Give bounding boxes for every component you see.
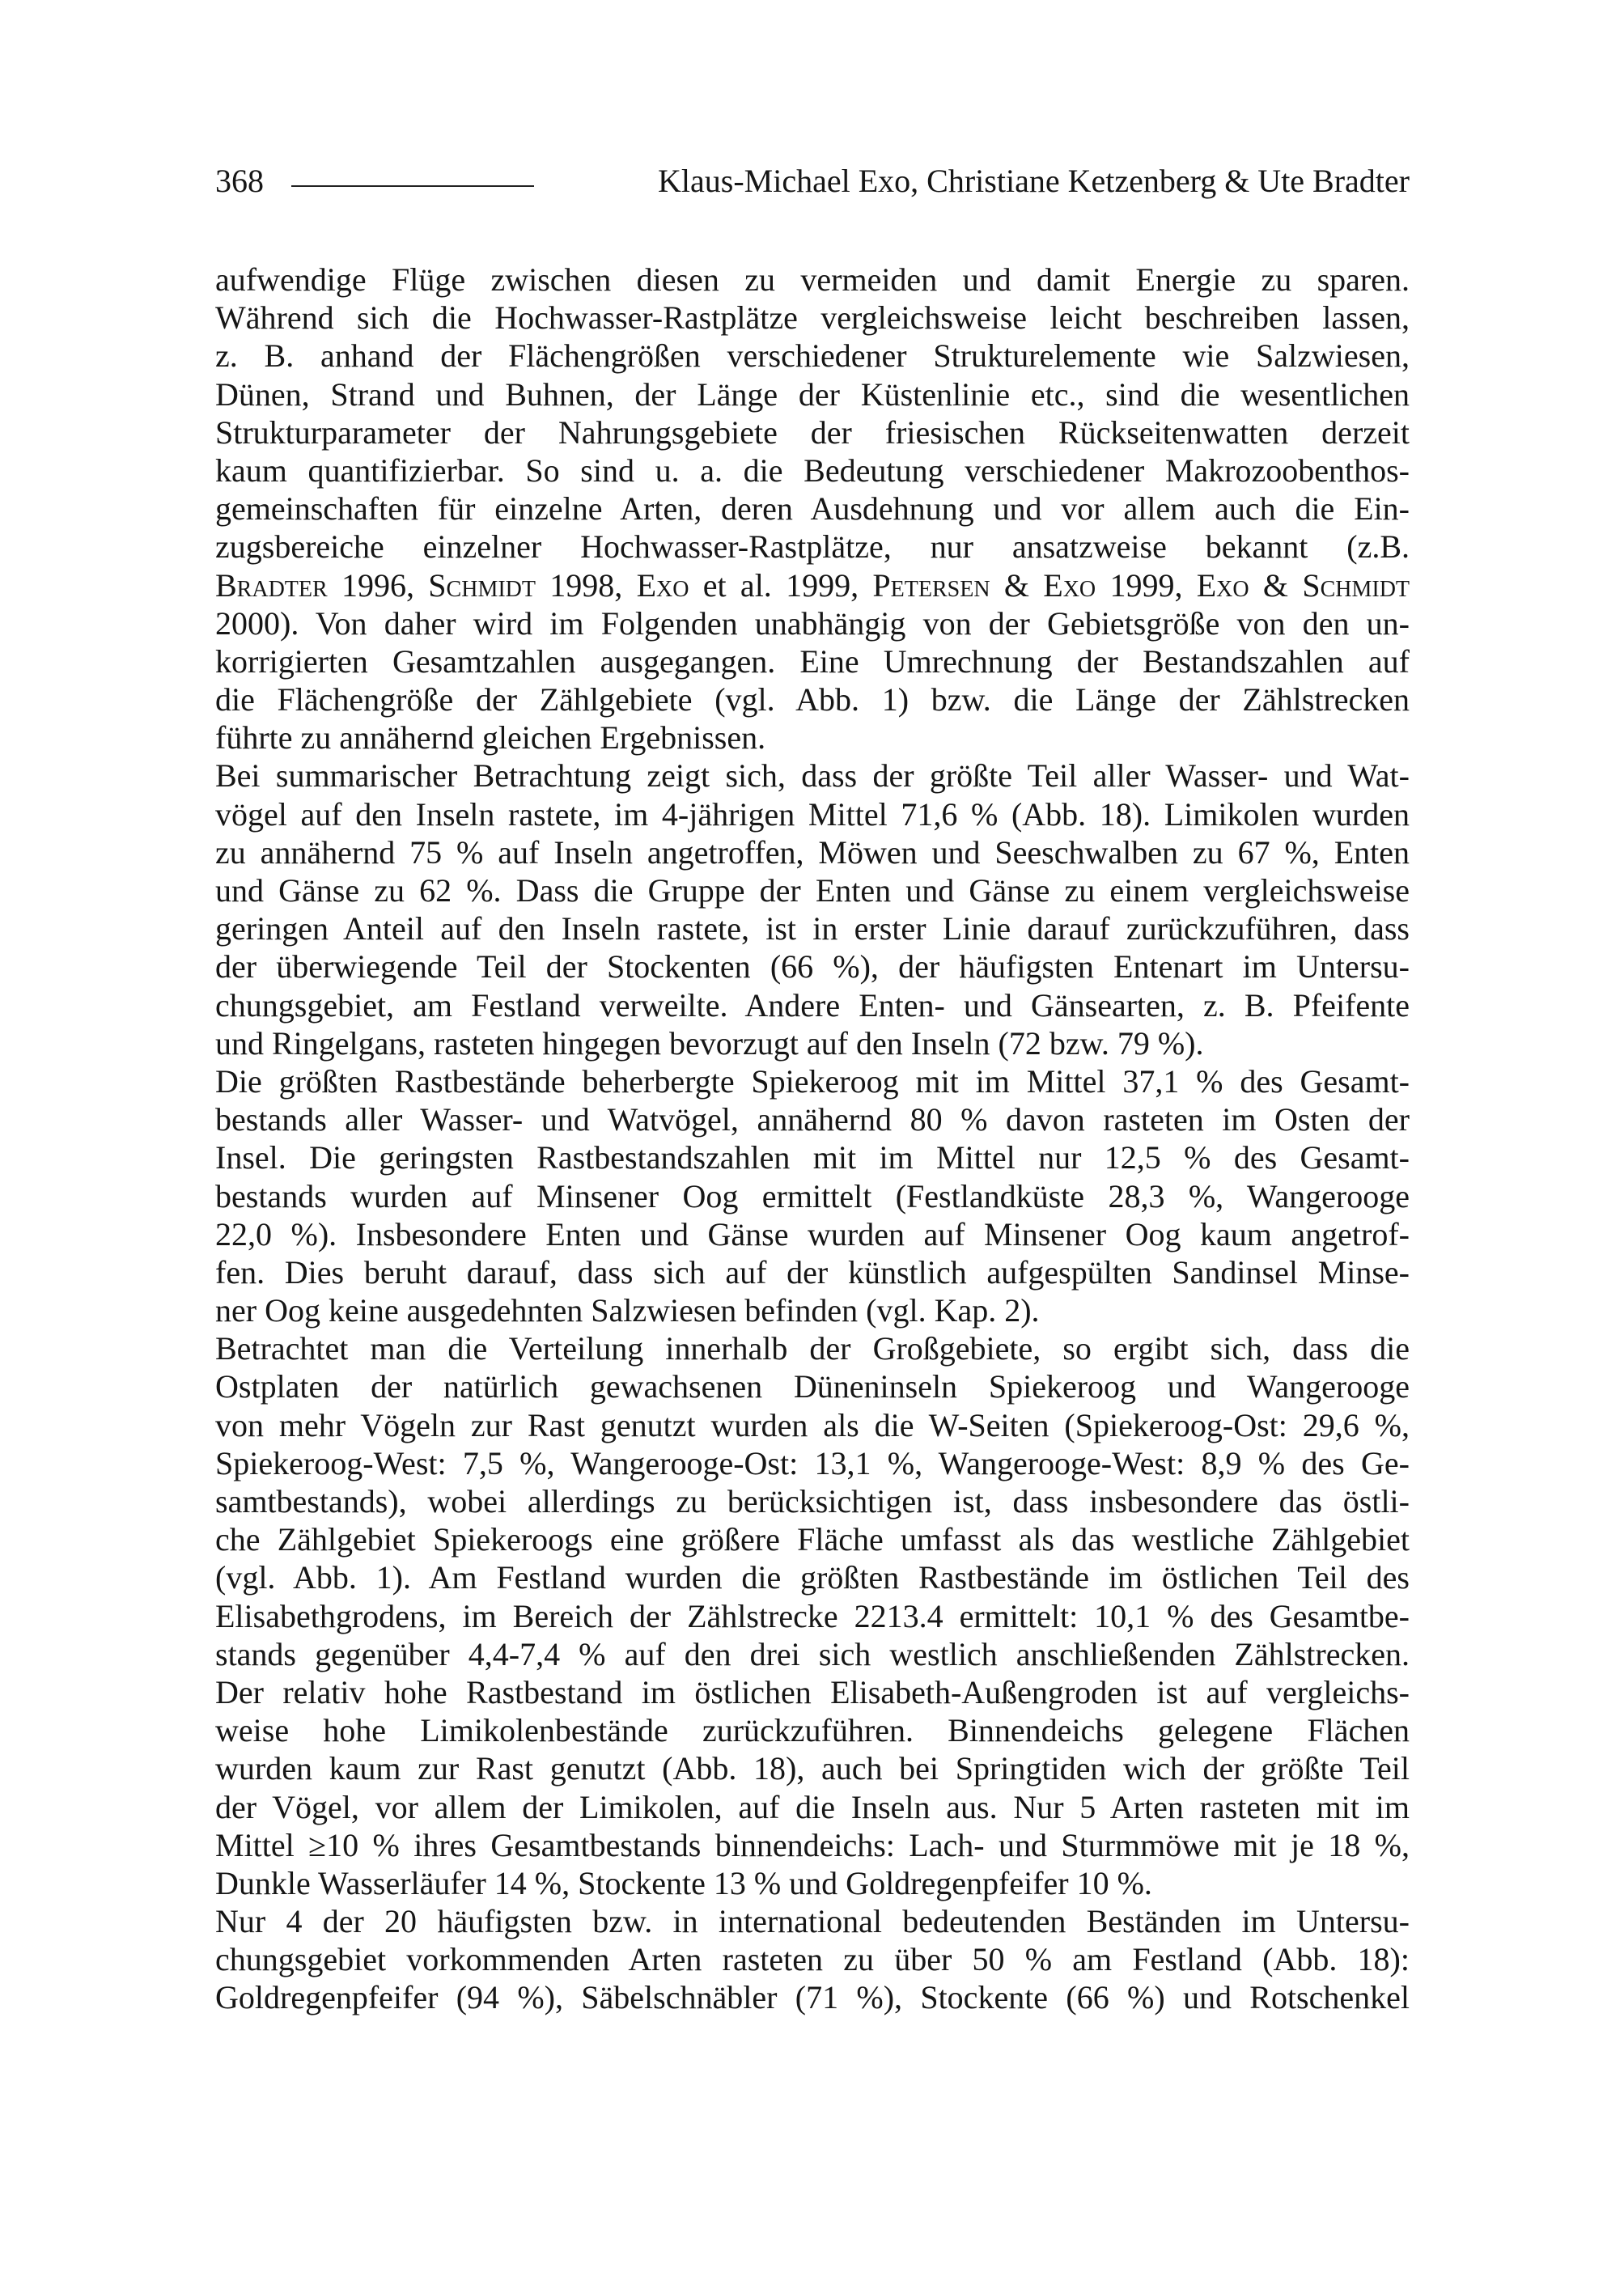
author-name: Petersen xyxy=(872,566,990,604)
citation-line xyxy=(215,566,1410,604)
text-line: Während sich die Hochwasser-Rastplätze vergleichsweise leicht beschreiben lassen, xyxy=(215,299,1410,337)
text-line: weise hohe Limikolenbestände zurückzuführen. Binnendeichs gelegene Flächen xyxy=(215,1712,1410,1749)
text-line: ner Oog keine ausgedehnten Salzwiesen befinden (vgl. Kap. 2). xyxy=(215,1292,1040,1329)
text-line: che Zählgebiet Spiekeroogs eine größere Fläche umfasst als das westliche Zählgebiet xyxy=(215,1521,1410,1558)
page-number: 368 xyxy=(215,163,264,199)
citation-text: & xyxy=(1249,566,1303,604)
text-line: zu annähernd 75 % auf Inseln angetroffen, Möwen und Seeschwalben zu 67 %, Enten xyxy=(215,833,1410,871)
running-head: Klaus-Michael Exo, Christiane Ketzenberg & Ute Bradter xyxy=(658,163,1410,199)
body-text xyxy=(215,261,1410,2017)
text-line: 22,0 %). Insbesondere Enten und Gänse wurden auf Minsener Oog kaum angetrof- xyxy=(215,1215,1410,1252)
header-rule xyxy=(291,185,534,187)
citation-text: et al. 1999, xyxy=(689,566,873,604)
text-line: (vgl. Abb. 1). Am Festland wurden die größten Rastbestände im östlichen Teil des xyxy=(215,1559,1410,1596)
author-name: Bradter xyxy=(215,566,328,604)
text-line: zugsbereiche einzelner Hochwasser-Rastplätze, nur ansatzweise bekannt (z.B. xyxy=(215,528,1410,566)
text-line: der überwiegende Teil der Stockenten (66 %), der häufigsten Entenart im Untersu- xyxy=(215,948,1410,985)
text-line: Goldregenpfeifer (94 %), Säbelschnäbler (71 %), Stockente (66 %) und Rotschenkel xyxy=(215,1979,1410,2016)
text-line: gemeinschaften für einzelne Arten, deren Ausdehnung und vor allem auch die Ein- xyxy=(215,490,1410,528)
author-name: Exo xyxy=(636,566,689,604)
text-line: aufwendige Flüge zwischen diesen zu vermeiden und damit Energie zu sparen. xyxy=(215,261,1410,298)
page-header xyxy=(215,162,1410,210)
author-name: Schmidt xyxy=(1302,566,1410,604)
text-line: vögel auf den Inseln rastete, im 4-jährigen Mittel 71,6 % (Abb. 18). Limikolen wurden xyxy=(215,795,1410,833)
author-name: Exo xyxy=(1196,566,1249,604)
citation-text: 1999, xyxy=(1096,566,1197,604)
text-line: bestands wurden auf Minsener Oog ermittelt (Festlandküste 28,3 %, Wangerooge xyxy=(215,1177,1410,1214)
paragraph xyxy=(215,757,1410,1062)
author-name: Schmidt xyxy=(428,566,536,604)
text-line: Strukturparameter der Nahrungsgebiete der friesischen Rückseitenwatten derzeit xyxy=(215,413,1410,451)
text-line: z. B. anhand der Flächengrößen verschiedener Strukturelemente wie Salzwiesen, xyxy=(215,337,1410,375)
text-line: chungsgebiet, am Festland verweilte. Andere Enten- und Gänsearten, z. B. Pfeifente xyxy=(215,986,1410,1024)
text-line: 2000). Von daher wird im Folgenden unabhängig von der Gebietsgröße von den un- xyxy=(215,604,1410,642)
text-line: und Gänse zu 62 %. Dass die Gruppe der Enten und Gänse zu einem vergleichsweise xyxy=(215,872,1410,909)
text-line: Bei summarischer Betrachtung zeigt sich, dass der größte Teil aller Wasser- und Wat- xyxy=(215,757,1410,795)
text-line: samtbestands), wobei allerdings zu berücksichtigen ist, dass insbesondere das östli- xyxy=(215,1483,1410,1519)
text-line: bestands aller Wasser- und Watvögel, annähernd 80 % davon rasteten im Osten der xyxy=(215,1101,1410,1138)
text-line: wurden kaum zur Rast genutzt (Abb. 18), auch bei Springtiden wich der größte Teil xyxy=(215,1750,1410,1787)
text-line: Betrachtet man die Verteilung innerhalb der Großgebiete, so ergibt sich, dass die xyxy=(215,1330,1410,1367)
text-line: Elisabethgrodens, im Bereich der Zählstrecke 2213.4 ermittelt: 10,1 % des Gesamtbe- xyxy=(215,1597,1410,1634)
text-line: stands gegenüber 4,4-7,4 % auf den drei sich westlich anschließenden Zählstrecken. xyxy=(215,1635,1410,1672)
citation-text: & xyxy=(990,566,1044,604)
paragraph xyxy=(215,1902,1410,2017)
text-line: Mittel ≥10 % ihres Gesamtbestands binnendeichs: Lach- und Sturmmöwe mit je 18 %, xyxy=(215,1826,1410,1863)
text-line: von mehr Vögeln zur Rast genutzt wurden als die W-Seiten (Spiekeroog-Ost: 29,6 %, xyxy=(215,1406,1410,1443)
text-line: und Ringelgans, rasteten hingegen bevorzugt auf den Inseln (72 bzw. 79 %). xyxy=(215,1024,1204,1062)
text-line: Dünen, Strand und Buhnen, der Länge der Küstenlinie etc., sind die wesentlichen xyxy=(215,375,1410,413)
author-name: Exo xyxy=(1043,566,1096,604)
citation-text: 1998, xyxy=(535,566,637,604)
text-line: chungsgebiet vorkommenden Arten rasteten zu über 50 % am Festland (Abb. 18): xyxy=(215,1941,1410,1978)
text-line: der Vögel, vor allem der Limikolen, auf die Inseln aus. Nur 5 Arten rasteten mit im xyxy=(215,1788,1410,1825)
text-line: geringen Anteil auf den Inseln rastete, ist in erster Linie darauf zurückzuführen, dass xyxy=(215,910,1410,947)
text-line: Dunkle Wasserläufer 14 %, Stockente 13 % und Goldregenpfeifer 10 %. xyxy=(215,1864,1152,1901)
text-line: Der relativ hohe Rastbestand im östlichen Elisabeth-Außengroden ist auf vergleichs- xyxy=(215,1673,1410,1710)
paragraph xyxy=(215,261,1410,757)
text-line: korrigierten Gesamtzahlen ausgegangen. Eine Umrechnung der Bestandszahlen auf xyxy=(215,642,1410,680)
text-line: die Flächengröße der Zählgebiete (vgl. Abb. 1) bzw. die Länge der Zählstrecken xyxy=(215,681,1410,718)
text-line: Die größten Rastbestände beherbergte Spiekeroog mit im Mittel 37,1 % des Gesamt- xyxy=(215,1062,1410,1100)
text-line: fen. Dies beruht darauf, dass sich auf der künstlich aufgespülten Sandinsel Minse- xyxy=(215,1253,1410,1291)
text-line: führte zu annähernd gleichen Ergebnissen. xyxy=(215,719,766,757)
text-line: Insel. Die geringsten Rastbestandszahlen mit im Mittel nur 12,5 % des Gesamt- xyxy=(215,1139,1410,1176)
paragraph xyxy=(215,1329,1410,1902)
text-line: kaum quantifizierbar. So sind u. a. die Bedeutung verschiedener Makrozoobenthos- xyxy=(215,451,1410,489)
text-line: Spiekeroog-West: 7,5 %, Wangerooge-Ost: 13,1 %, Wangerooge-West: 8,9 % des Ge- xyxy=(215,1444,1410,1481)
text-line: Nur 4 der 20 häufigsten bzw. in international bedeutenden Beständen im Untersu- xyxy=(215,1903,1410,1940)
citation-text: 1996, xyxy=(327,566,429,604)
paragraph xyxy=(215,1062,1410,1329)
text-line: Ostplaten der natürlich gewachsenen Düneninseln Spiekeroog und Wangerooge xyxy=(215,1368,1410,1405)
